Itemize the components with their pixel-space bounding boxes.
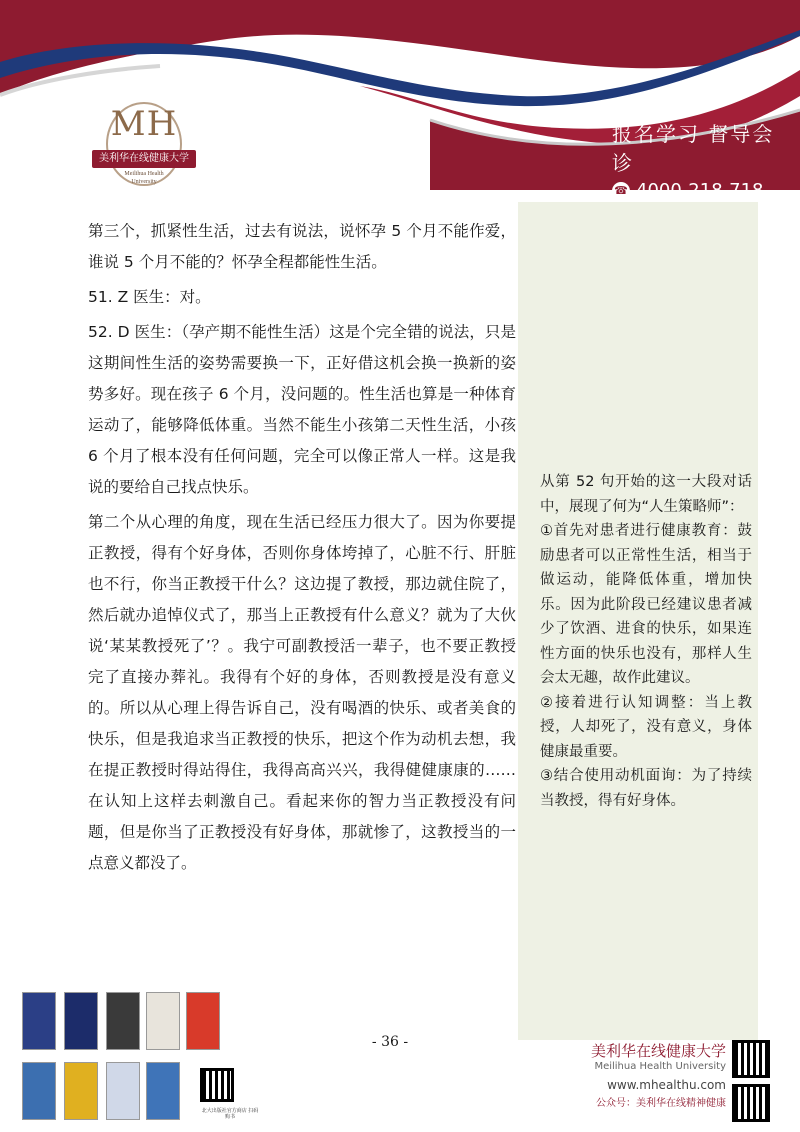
logo-mh-text: MH (110, 104, 178, 144)
footer-wechat: 公众号：美利华在线精神健康 (596, 1098, 726, 1109)
book-cover (64, 1062, 98, 1120)
qr-code-icon (732, 1084, 770, 1122)
sidebar-note-item: ①首先对患者进行健康教育：鼓励患者可以正常性生活，相当于做运动，能降低体重，增加快乐。因为此阶段已经建议患者减少了饮酒、进食的快乐，如果连性方面的快乐也没有，那样人生会太无趣，故作此建议。 (540, 523, 752, 686)
book-cover (22, 1062, 56, 1120)
contact-phone: 4000-218-718 (636, 180, 764, 201)
main-paragraph: 52. D 医生：（孕产期不能性生活）这是个完全错的说法，只是这期间性生活的姿势需要换一下，正好借这机会换一换新的姿势多好。现在孩子 6 个月，没问题的。性生活也算是一种体育运动了，能够降低体重。当然不能生小孩第二天性生活，小孩 6 个月了根本没有任何问题，完全可以像正常人一样。这是我说的要给自己找点快乐。 (88, 323, 516, 496)
logo-ribbon: 美利华在线健康大学 (92, 150, 196, 168)
main-paragraph: 第三个，抓紧性生活，过去有说法，说怀孕 5 个月不能作爱，谁说 5 个月不能的？怀孕全程都能性生活。 (88, 222, 516, 271)
main-paragraph: 51. Z 医生：对。 (88, 288, 211, 306)
qr-code-icon (732, 1040, 770, 1078)
contact-label: 报名学习 督导会诊 (612, 122, 775, 175)
book-cover (64, 992, 98, 1050)
sidebar-note (540, 470, 752, 813)
footer-url: www.mhealthu.com (607, 1078, 726, 1092)
logo-subtitle: Meilihua Health University (124, 171, 164, 185)
book-cover (106, 992, 140, 1050)
page-header (0, 0, 800, 200)
book-cover (22, 992, 56, 1050)
footer-university-cn: 美利华在线健康大学 (590, 1042, 726, 1060)
contact-block (612, 118, 782, 201)
book-cover (146, 992, 180, 1050)
sidebar-note-intro: 从第 52 句开始的这一大段对话中，展现了何为“人生策略师”： (540, 474, 752, 515)
phone-icon: ☎ (612, 182, 630, 200)
main-paragraph: 第二个从心理的角度，现在生活已经压力很大了。因为你要提正教授，得有个好身体，否则你身体垮掉了，心脏不行、肝脏也不行，你当正教授干什么？这边提了教授，那边就住院了，然后就办追悼仪式了，那当上正教授有什么意义？就为了大伙说‘某某教授死了’？。我宁可副教授活一辈子，也不要正教授完了直接办葬礼。我得有个好的身体，否则教授是没有意义的。所以从心理上得告诉自己，没有喝酒的快乐、或者美食的快乐，但是我追求当正教授的快乐，把这个作为动机去想，我在提正教授时得站得住，我得高高兴兴，我得健健康康的……在认知上这样去刺激自己。看起来你的智力当正教授没有问题，但是你当了正教授没有好身体，那就惨了，这教授当的一点意义都没了。 (88, 513, 516, 872)
book-cover (146, 1062, 180, 1120)
qr-code-icon (200, 1068, 234, 1102)
sidebar-note-item: ②接着进行认知调整：当上教授，人却死了，没有意义，身体健康最重要。 (540, 694, 752, 760)
book-covers (22, 992, 272, 1122)
university-footer (586, 1040, 726, 1109)
contact-phone-row (612, 180, 782, 201)
book-cover (186, 992, 220, 1050)
page-number: - 36 - (371, 1034, 409, 1050)
qr-caption: 北大出版社官方商店 扫码购书 (201, 1108, 259, 1120)
main-text-column (88, 216, 516, 883)
sidebar-note-item: ③结合使用动机面询：为了持续当教授，得有好身体。 (540, 768, 752, 809)
university-logo (92, 102, 196, 198)
book-cover (106, 1062, 140, 1120)
footer-university-en: Meilihua Health University (594, 1061, 726, 1072)
